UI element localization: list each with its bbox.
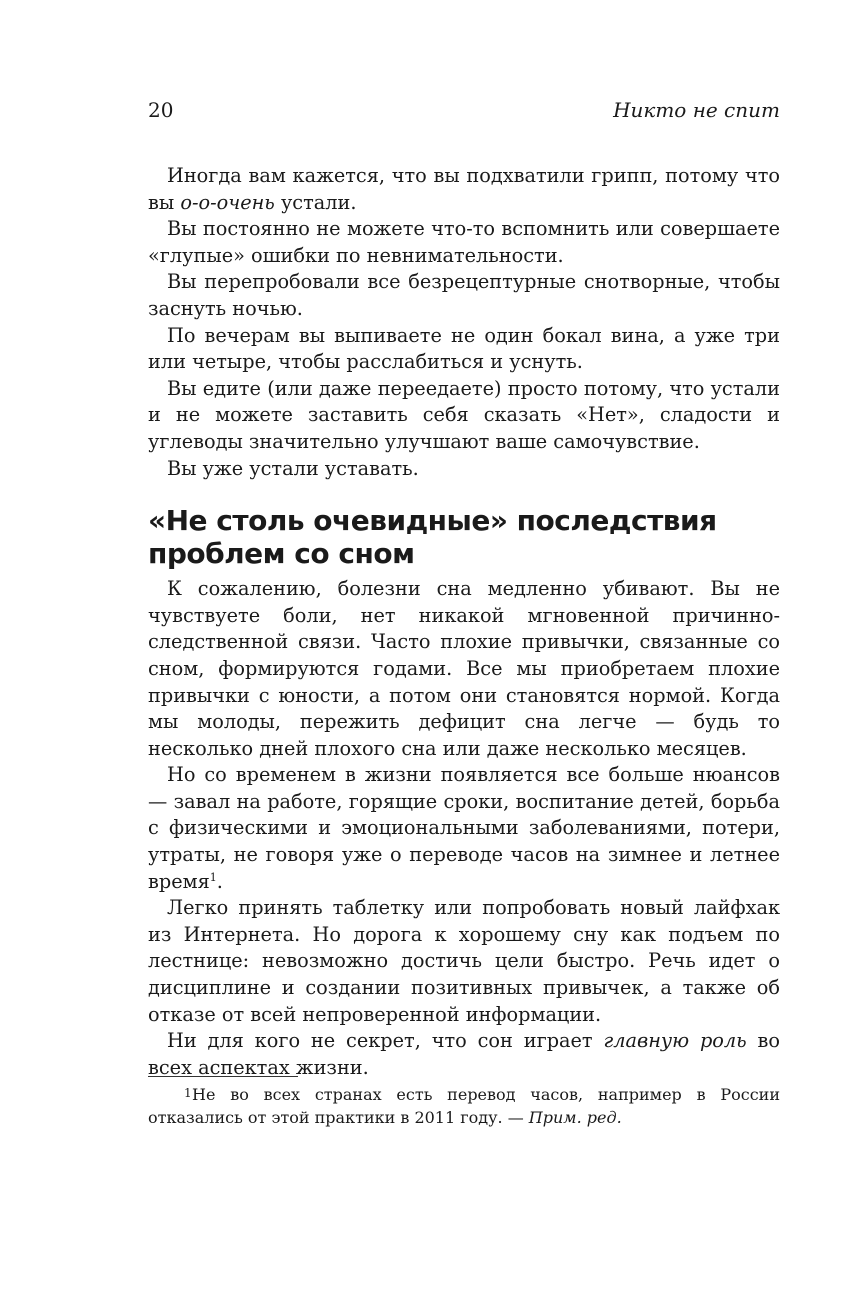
page-header: [148, 98, 780, 128]
footnote-ref: 1: [209, 870, 217, 884]
main-text: [148, 163, 780, 1081]
paragraph: Легко принять таблетку или попробовать новый лайфхак из Интернета. Но дорога к хорошему сну как подъем по лестнице: невозможно достичь цели быстро. Речь идет о дисциплине и создании позитивных привычек, а также об отказе от всей непроверенной информации.: [148, 896, 780, 1026]
footnote-text: Не во всех странах есть перевод часов, например в России отказались от этой практики в 2011 году. —: [148, 1085, 780, 1127]
paragraph: Вы едите (или даже переедаете) просто потому, что устали и не можете заставить себя сказать «Нет», сладости и углеводы значительно улучшают ваше самочувствие.: [148, 376, 780, 453]
footnote: [148, 1082, 780, 1129]
running-title: Никто не спит: [613, 98, 780, 122]
footnote-note: Прим. ред.: [528, 1108, 622, 1127]
paragraph: Иногда вам кажется, что вы подхватили грипп, потому что вы о-о-очень устали.: [148, 164, 780, 214]
paragraph: К сожалению, болезни сна медленно убивают. Вы не чувствуете боли, нет никакой мгновенной причинно-следственной связи. Часто плохие привычки, связанные со сном, формируются годами. Все мы приобретаем плохие привычки с юности, а потом они становятся нормой. Когда мы молоды, пережить дефицит сна легче — будь то несколько дней плохого сна или даже несколько месяцев.: [148, 577, 780, 760]
page-number: 20: [148, 98, 174, 122]
paragraph: Но со временем в жизни появляется все больше нюансов — завал на работе, горящие сроки, воспитание детей, борьба с физическими и эмоциональными заболеваниями, потери, утраты, не говоря уже о переводе часов на зимнее и летнее время$^1$.: [148, 763, 780, 893]
paragraph: Вы перепробовали все безрецептурные снотворные, чтобы заснуть ночью.: [148, 270, 780, 320]
footnote-mark: 1: [184, 1086, 192, 1100]
paragraph: Вы уже устали уставать.: [167, 456, 419, 480]
footnote-divider: [148, 1076, 298, 1077]
paragraph: Вы постоянно не можете что-то вспомнить или совершаете «глупые» ошибки по невнимательности.: [148, 217, 780, 267]
paragraph: По вечерам вы выпиваете не один бокал вина, а уже три или четыре, чтобы расслабиться и уснуть.: [148, 323, 780, 374]
section-heading: «Не столь очевидные» последствия проблем со сном: [148, 504, 717, 571]
paragraph: Ни для кого не секрет, что сон играет главную роль во всех аспектах жизни.: [148, 1029, 781, 1079]
